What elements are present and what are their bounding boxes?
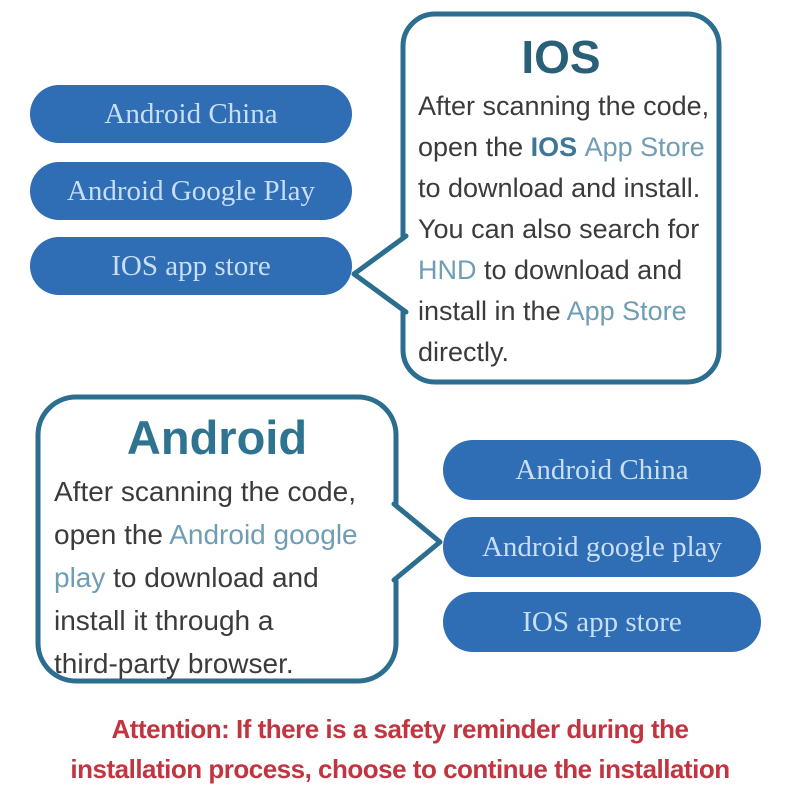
android-bubble-body xyxy=(54,470,358,685)
text-segment-highlight: IOS xyxy=(530,132,585,162)
pill-android-china-left[interactable] xyxy=(30,85,352,143)
text-segment-highlight: Android google xyxy=(169,519,358,550)
attention-text-line1: Attention: If there is a safety reminder during the xyxy=(111,714,689,744)
ios-body-line xyxy=(418,86,709,127)
text-segment: to download and xyxy=(105,562,319,593)
android-body-line xyxy=(54,556,358,599)
pill-label: Android Google Play xyxy=(66,174,316,207)
pill-android-china-right[interactable] xyxy=(443,440,761,500)
text-segment-highlight: HND xyxy=(418,255,477,285)
ios-body-line xyxy=(418,127,709,168)
pill-label: Android China xyxy=(104,97,278,130)
text-segment-highlight: App Store xyxy=(566,296,687,326)
pill-android-google-play-left[interactable] xyxy=(30,162,352,220)
ios-body-line xyxy=(418,209,709,250)
pill-android-google-play-right[interactable] xyxy=(443,517,761,577)
text-segment: third-party browser. xyxy=(54,648,294,679)
android-body-line xyxy=(54,513,358,556)
text-segment-highlight: App Store xyxy=(584,132,705,162)
pill-ios-app-store-left[interactable] xyxy=(30,237,352,295)
ios-body-line xyxy=(418,250,709,291)
attention-text-line2: installation process, choose to continue the installation xyxy=(70,754,730,784)
text-segment: install it through a xyxy=(54,605,274,636)
text-segment: to download and xyxy=(476,255,683,285)
text-segment: to download and install. xyxy=(418,173,701,203)
pill-label: Android China xyxy=(515,453,689,486)
text-segment: open the xyxy=(54,519,170,550)
ios-body-line xyxy=(418,168,709,209)
pill-ios-app-store-right[interactable] xyxy=(443,592,761,652)
ios-bubble-body xyxy=(418,86,709,373)
text-segment: After scanning the code, xyxy=(54,476,356,507)
android-body-line xyxy=(54,470,358,513)
ios-bubble-title: IOS xyxy=(521,31,601,83)
text-segment: install in the xyxy=(418,296,567,326)
text-segment: You can also search for xyxy=(418,214,700,244)
android-bubble-tail xyxy=(394,504,440,580)
pill-label: IOS app store xyxy=(522,605,682,638)
android-body-line xyxy=(54,599,358,642)
ios-body-line xyxy=(418,332,709,373)
android-bubble-title: Android xyxy=(126,411,308,464)
pill-label: IOS app store xyxy=(111,249,271,282)
text-segment-highlight: play xyxy=(54,562,106,593)
text-segment: directly. xyxy=(418,337,510,367)
pill-label: Android google play xyxy=(481,530,722,563)
ios-bubble-tail xyxy=(354,236,406,312)
text-segment: open the xyxy=(418,132,531,162)
text-segment: After scanning the code, xyxy=(418,91,710,121)
ios-body-line xyxy=(418,291,709,332)
android-body-line xyxy=(54,642,358,685)
